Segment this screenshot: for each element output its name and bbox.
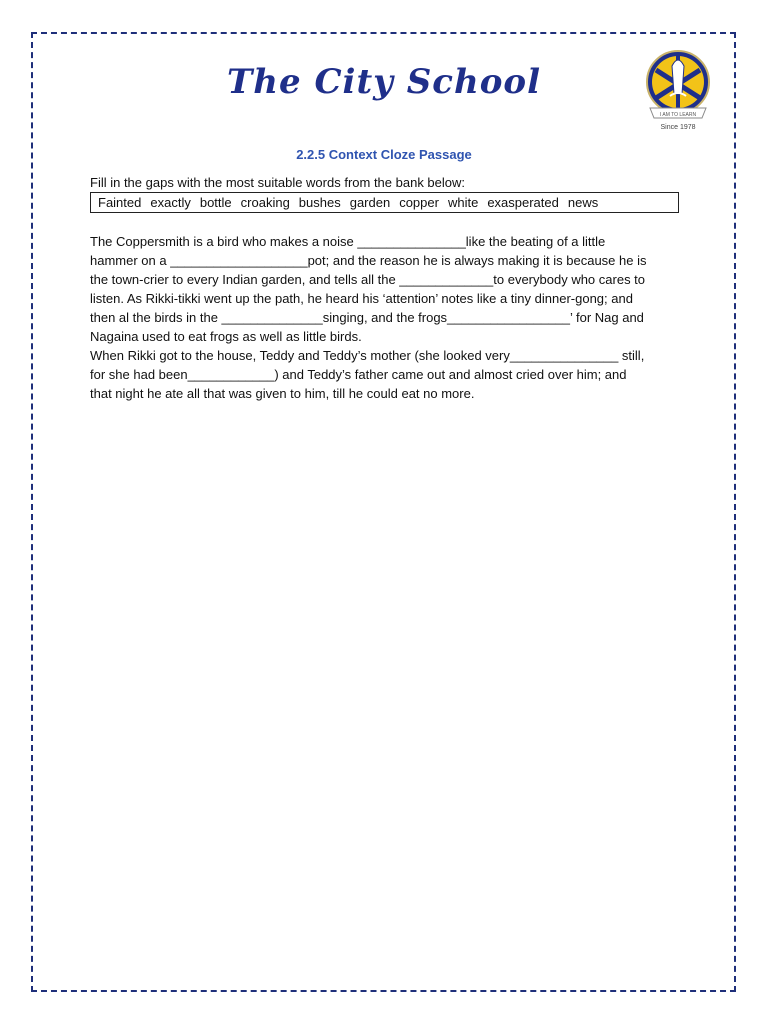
cloze-passage [90, 232, 690, 403]
word-bank-item: exasperated [487, 195, 559, 210]
passage-line: When Rikki got to the house, Teddy and Teddy’s mother (she looked very_______________ still, [90, 348, 645, 363]
section-title: 2.2.5 Context Cloze Passage [296, 147, 472, 162]
word-bank-item: copper [399, 195, 439, 210]
word-bank-item: Fainted [98, 195, 142, 210]
word-bank-item: bottle [199, 195, 232, 210]
passage-line: Nagaina used to eat frogs as well as little birds. [90, 329, 362, 344]
logo-motto: I AM TO LEARN [659, 112, 697, 118]
word-bank-item: croaking [240, 195, 290, 210]
passage-line: listen. As Rikki-tikki went up the path, he heard his ‘attention’ notes like a tiny dinner-gong; and [90, 291, 633, 306]
word-bank-item: exactly [150, 195, 191, 210]
passage-line: the town-crier to every Indian garden, and tells all the _____________to everybody who cares to [90, 272, 646, 287]
word-bank-item: white [447, 195, 479, 210]
word-bank-item: bushes [298, 195, 341, 210]
word-bank-item: news [567, 195, 599, 210]
passage-line: then al the birds in the ______________singing, and the frogs_________________’ for Nag and [90, 310, 644, 325]
instructions: Fill in the gaps with the most suitable words from the bank below: [90, 175, 466, 190]
school-logo [640, 46, 716, 136]
school-name: The City School [226, 62, 541, 102]
passage-line: The Coppersmith is a bird who makes a noise _______________like the beating of a little [90, 234, 606, 249]
passage-line: hammer on a ___________________pot; and the reason he is always making it is because he is [90, 253, 647, 268]
word-bank [90, 192, 679, 213]
passage-line: that night he ate all that was given to him, till he could eat no more. [90, 386, 475, 401]
passage-line: for she had been____________) and Teddy’s father came out and almost cried over him; and [90, 367, 627, 382]
logo-since: Since 1978 [660, 124, 696, 131]
word-bank-item: garden [349, 195, 391, 210]
